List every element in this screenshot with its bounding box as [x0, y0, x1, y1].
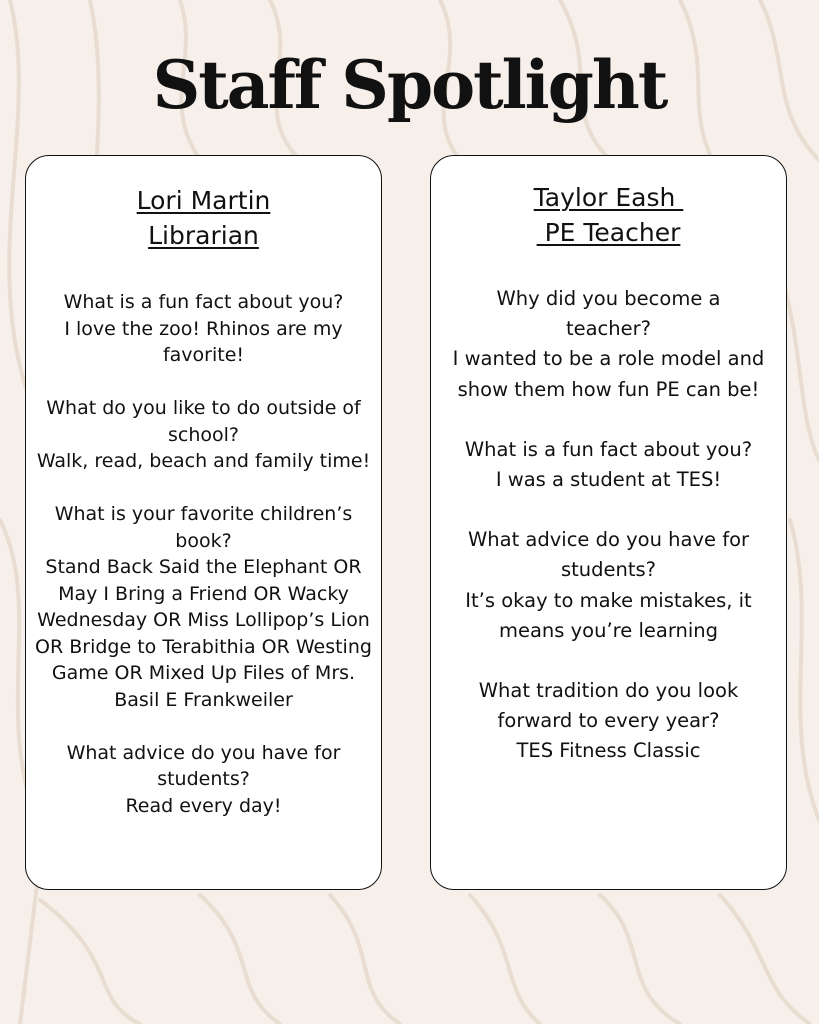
qa-item	[28, 289, 379, 369]
staff-role: Librarian	[148, 221, 259, 250]
qa-item	[451, 435, 766, 495]
qa-item	[28, 501, 379, 713]
question: What is a fun fact about you?	[63, 291, 344, 313]
answer: I love the zoo! Rhinos are my favorite!	[64, 317, 343, 366]
qa-item	[451, 525, 766, 646]
qa-item	[451, 676, 766, 767]
question: What do you like to do outside of school?	[46, 397, 361, 446]
staff-name: Lori Martin	[136, 186, 271, 215]
qa-list	[431, 284, 786, 767]
answer: I was a student at TES!	[495, 468, 722, 492]
staff-card-taylor-eash	[430, 155, 787, 890]
staff-name: Taylor Eash	[533, 183, 684, 212]
question: What tradition do you look forward to every year?	[478, 679, 739, 733]
qa-list	[26, 289, 381, 819]
qa-item	[28, 395, 379, 475]
question: What is your favorite children’s book?	[54, 503, 353, 552]
qa-item	[28, 740, 379, 820]
staff-card-lori-martin	[25, 155, 382, 890]
answer: It’s okay to make mistakes, it means you’re learning	[465, 588, 752, 642]
answer: Read every day!	[125, 794, 282, 817]
qa-item	[451, 284, 766, 405]
answer: TES Fitness Classic	[516, 739, 701, 763]
answer: I wanted to be a role model and show them how fun PE can be!	[452, 347, 765, 401]
staff-role: PE Teacher	[536, 218, 681, 247]
question: What is a fun fact about you?	[464, 437, 753, 461]
answer: Stand Back Said the Elephant OR May I Bring a Friend OR Wacky Wednesday OR Miss Lollipop’s Lion OR Bridge to Terabithia OR Westing Game OR Mixed Up Files of Mrs. Basil E Frankweiler	[35, 556, 372, 711]
answer: Walk, read, beach and family time!	[36, 450, 371, 472]
question: What advice do you have for students?	[467, 528, 750, 582]
page-title: Staff Spotlight	[152, 46, 667, 124]
question: Why did you become a teacher?	[496, 287, 721, 341]
question: What advice do you have for students?	[66, 741, 341, 790]
